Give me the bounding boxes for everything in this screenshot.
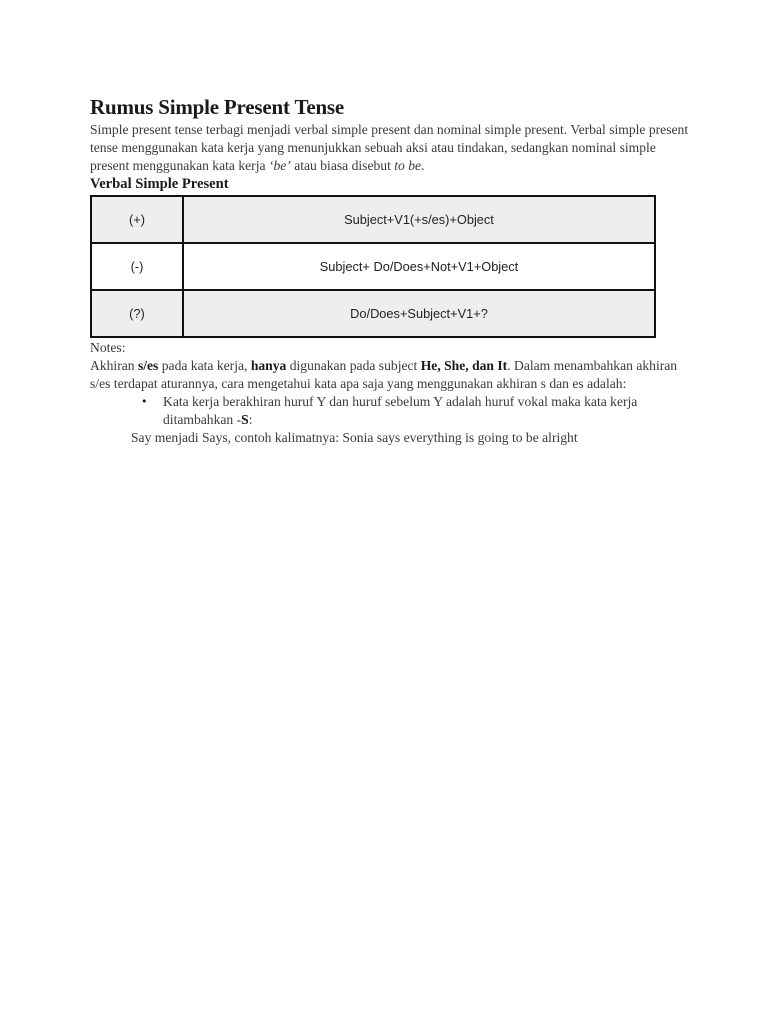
formula-table	[90, 195, 656, 338]
document-page	[90, 94, 690, 447]
intro-text-end: .	[421, 158, 425, 173]
list-item	[90, 393, 663, 429]
bullet-end: :	[248, 412, 253, 427]
formula-cell: Subject+V1(+s/es)+Object	[183, 196, 655, 243]
page-title: Rumus Simple Present Tense	[90, 95, 345, 119]
notes-text-3: digunakan pada subject	[286, 358, 421, 373]
notes-bold-hanya: hanya	[250, 358, 287, 373]
intro-paragraph	[90, 121, 690, 175]
notes-text-1: Akhiran	[90, 358, 138, 373]
symbol-cell: (+)	[91, 196, 183, 243]
notes-bold-subjects: He, She, dan It	[420, 358, 508, 373]
notes-label: Notes:	[90, 340, 126, 355]
notes-text-4: . Dalam menambahkan akhiran s/es terdapat aturannya, cara mengetahui kata apa saja yang menggunakan akhiran s dan es adalah:	[90, 358, 678, 391]
example-sentence: Say menjadi Says, contoh kalimatnya: Sonia says everything is going to be alright	[131, 430, 578, 445]
notes-text-2: pada kata kerja,	[158, 358, 251, 373]
table-row	[91, 290, 655, 337]
section-heading: Verbal Simple Present	[90, 176, 229, 192]
be-quote: ‘be’	[268, 158, 291, 173]
notes-bold-ses: s/es	[137, 358, 159, 373]
formula-cell: Subject+ Do/Does+Not+V1+Object	[183, 243, 655, 290]
bullet-bold-s: S	[241, 412, 249, 427]
table-row	[91, 196, 655, 243]
formula-cell: Do/Does+Subject+V1+?	[183, 290, 655, 337]
bullet-text: Kata kerja berakhiran huruf Y dan huruf sebelum Y adalah huruf vokal maka kata kerja ditambahkan -	[163, 394, 638, 427]
intro-text-before: Simple present tense terbagi menjadi verbal simple present dan nominal simple present. Verbal simple present tense menggunakan kata kerja yang menunjukkan sebuah aksi atau tindakan, sedangkan nominal simple present menggunakan kata kerja	[90, 122, 689, 173]
intro-text-middle: atau biasa disebut	[290, 158, 395, 173]
rules-list	[90, 393, 690, 429]
table-row	[91, 243, 655, 290]
notes-paragraph	[90, 357, 690, 393]
to-be-term: to be	[394, 158, 422, 173]
bullet-icon: •	[141, 395, 148, 408]
symbol-cell: (?)	[91, 290, 183, 337]
symbol-cell: (-)	[91, 243, 183, 290]
